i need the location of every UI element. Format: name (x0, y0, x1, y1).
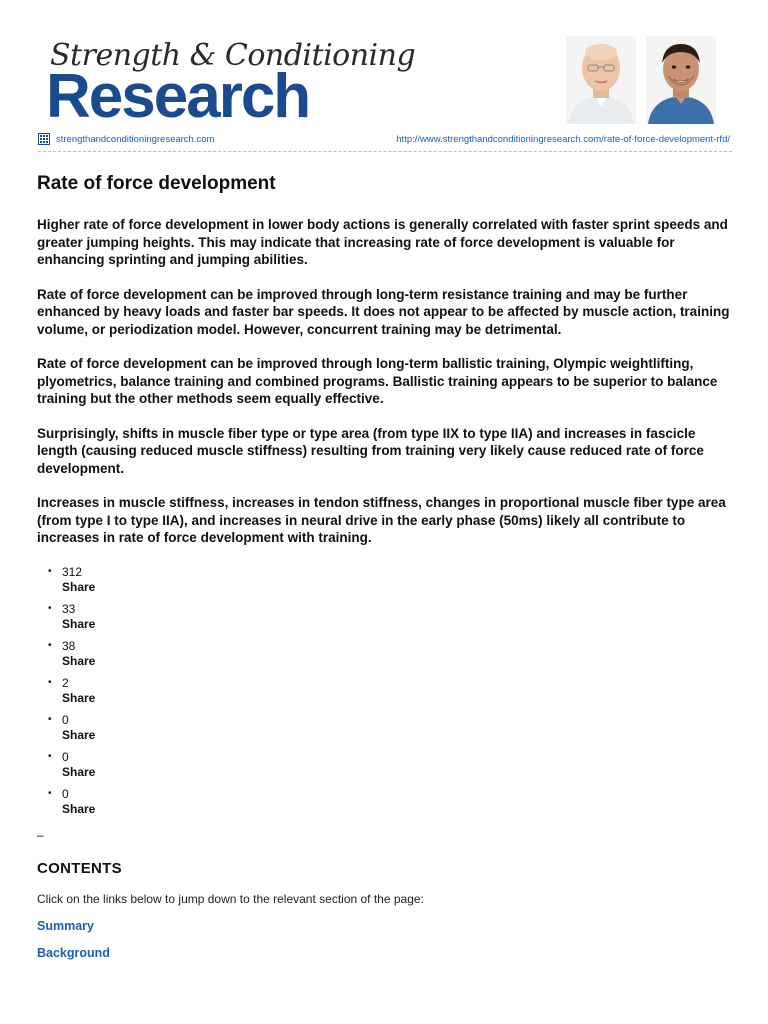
article-title: Rate of force development (37, 173, 276, 194)
author-photo-bald (566, 36, 636, 124)
bullet-icon: • (48, 714, 52, 725)
site-home-link[interactable]: strengthandconditioningresearch.com (56, 134, 215, 145)
contents-heading: CONTENTS (37, 860, 122, 877)
share-count: 38 (62, 639, 76, 653)
bullet-icon: • (48, 788, 52, 799)
grid-icon (38, 133, 50, 145)
share-count: 2 (62, 676, 69, 690)
bullet-icon: • (48, 640, 52, 651)
bullet-icon: • (48, 566, 52, 577)
share-button[interactable]: Share (62, 728, 96, 742)
article-paragraph: Rate of force development can be improved through long-term resistance training and may be further enhanced by heavy loads and faster bar speeds. It does not appear to be affected by muscle action, training volume, or periodization model. However, concurrent training may be detrimental. (37, 286, 730, 337)
bullet-icon: • (48, 677, 52, 688)
share-count: 0 (62, 713, 69, 727)
logo-wordmark: Research (46, 62, 310, 131)
bullet-icon: • (48, 751, 52, 762)
article-body (37, 216, 737, 564)
article-paragraph: Rate of force development can be improved through long-term ballistic training, Olympic weightlifting, plyometrics, balance training and combined programs. Ballistic training appears to be superior to balance training but the other methods seem equally effective. (37, 356, 718, 406)
toc-link-summary[interactable]: Summary (37, 919, 94, 933)
share-item[interactable] (48, 565, 95, 602)
share-count: 33 (62, 602, 76, 616)
share-count: 0 (62, 750, 69, 764)
dash-separator: – (37, 828, 44, 842)
share-button[interactable]: Share (62, 617, 96, 631)
source-bar (38, 131, 732, 149)
share-button[interactable]: Share (62, 802, 96, 816)
contents-intro: Click on the links below to jump down to the relevant section of the page: (37, 892, 424, 906)
share-button[interactable]: Share (62, 580, 96, 594)
article-paragraph: Higher rate of force development in lower body actions is generally correlated with faster sprint speeds and greater jumping heights. This may indicate that increasing rate of force development is valuable for enhancing sprinting and jumping abilities. (37, 217, 728, 267)
bullet-icon: • (48, 603, 52, 614)
author-photo-dark-hair (646, 36, 716, 124)
article-paragraph: Increases in muscle stiffness, increases in tendon stiffness, changes in proportional muscle fiber type area (from type I to type IIA), and increases in neural drive in the early phase (50ms) likely all contribute to increases in rate of force development with training. (37, 495, 726, 545)
share-item[interactable] (48, 750, 95, 787)
logo-tagline: Strength & Conditioning (50, 38, 416, 73)
share-count: 0 (62, 787, 69, 801)
share-list (48, 565, 95, 824)
page-url-link[interactable]: http://www.strengthandconditioningresearch.com/rate-of-force-development-rfd/ (396, 134, 730, 145)
share-count: 312 (62, 565, 83, 579)
share-item[interactable] (48, 602, 95, 639)
share-button[interactable]: Share (62, 765, 96, 779)
share-item[interactable] (48, 676, 95, 713)
article-paragraph: Surprisingly, shifts in muscle fiber type or type area (from type IIX to type IIA) and increases in fascicle length (causing reduced muscle stiffness) resulting from training very likely cause reduced rate of force development. (37, 425, 704, 476)
toc-link-background[interactable]: Background (37, 946, 110, 960)
share-item[interactable] (48, 639, 95, 676)
share-button[interactable]: Share (62, 654, 96, 668)
share-item[interactable] (48, 713, 95, 750)
share-item[interactable] (48, 787, 95, 824)
header-divider (38, 151, 732, 152)
share-button[interactable]: Share (62, 691, 96, 705)
site-header (38, 36, 732, 131)
